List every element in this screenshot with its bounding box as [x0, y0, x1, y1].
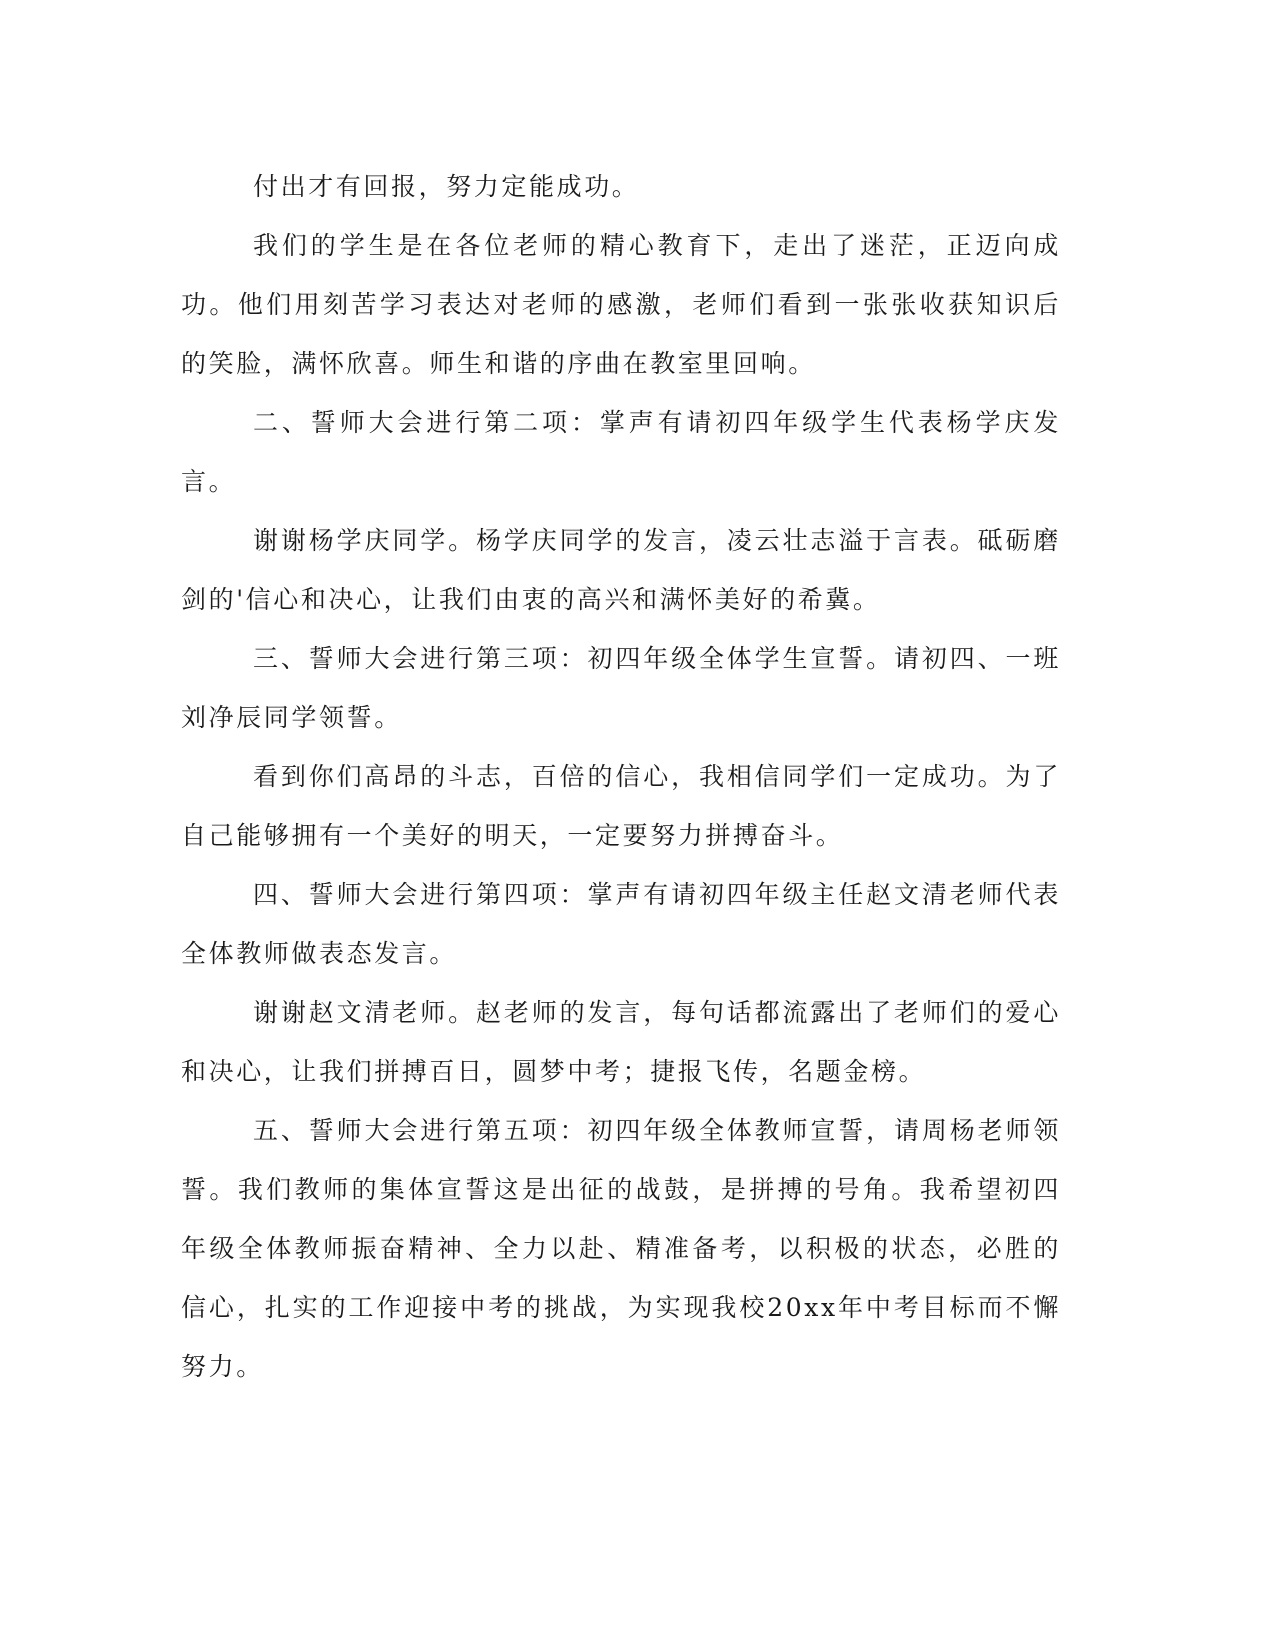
paragraph-8: 谢谢赵文清老师。赵老师的发言，每句话都流露出了老师们的爱心和决心，让我们拼搏百日，圆梦中考；捷报飞传，名题金榜。 — [181, 998, 1061, 1086]
paragraph-2: 我们的学生是在各位老师的精心教育下，走出了迷茫，正迈向成功。他们用刻苦学习表达对老师的感激，老师们看到一张张收获知识后的笑脸，满怀欣喜。师生和谐的序曲在教室里回响。 — [181, 231, 1061, 378]
paragraph-9: 五、誓师大会进行第五项：初四年级全体教师宣誓，请周杨老师领誓。我们教师的集体宣誓这是出征的战鼓，是拼搏的号角。我希望初四年级全体教师振奋精神、全力以赴、精准备考，以积极的状态，必胜的信心，扎实的工作迎接中考的挑战，为实现我校20xx年中考目标而不懈努力。 — [181, 1116, 1061, 1381]
paragraph-3: 二、誓师大会进行第二项：掌声有请初四年级学生代表杨学庆发言。 — [181, 408, 1061, 496]
paragraph-5: 三、誓师大会进行第三项：初四年级全体学生宣誓。请初四、一班刘净辰同学领誓。 — [181, 644, 1061, 732]
paragraph-4: 谢谢杨学庆同学。杨学庆同学的发言，凌云壮志溢于言表。砥砺磨剑的'信心和决心，让我们由衷的高兴和满怀美好的希冀。 — [181, 526, 1061, 614]
paragraph-1: 付出才有回报，努力定能成功。 — [253, 172, 640, 201]
paragraph-7: 四、誓师大会进行第四项：掌声有请初四年级主任赵文清老师代表全体教师做表态发言。 — [181, 880, 1061, 968]
document-body — [181, 157, 1061, 1396]
paragraph-6: 看到你们高昂的斗志，百倍的信心，我相信同学们一定成功。为了自己能够拥有一个美好的明天，一定要努力拼搏奋斗。 — [181, 762, 1061, 850]
